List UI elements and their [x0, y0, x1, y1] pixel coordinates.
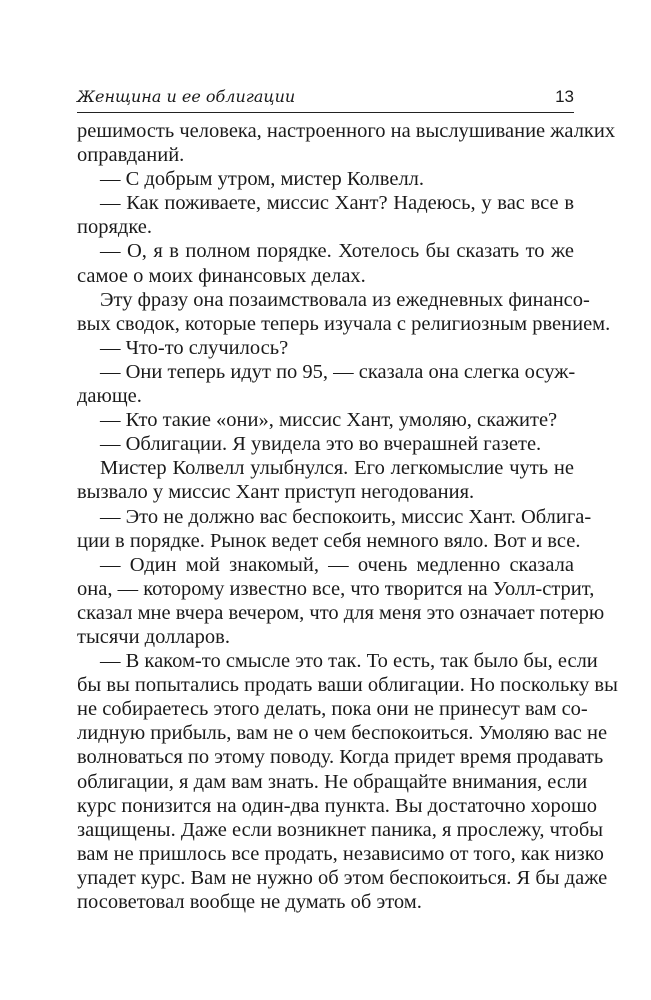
paragraph — [77, 456, 574, 504]
text-line: — Что-то случилось? — [100, 336, 289, 359]
text-line: сказал мне вчера вечером, что для меня это означает потерю — [77, 601, 605, 624]
text-line: она, — которому известно все, что творится на Уолл-стрит, — [77, 577, 595, 600]
body-text — [77, 119, 618, 914]
running-head — [77, 86, 574, 108]
text-line: Мистер Колвелл улыбнулся. Его легкомыслие чуть не — [100, 457, 574, 480]
text-line: курс понизится на один-два пункта. Вы достаточно хорошо — [77, 794, 597, 817]
text-line: — Кто такие «они», миссис Хант, умоляю, скажите? — [100, 409, 558, 432]
paragraph — [77, 360, 574, 408]
paragraph — [77, 239, 574, 287]
text-line: тысячи долларов. — [77, 625, 230, 648]
text-line: — Они теперь идут по 95, — сказала она слегка осуж- — [100, 360, 576, 383]
paragraph — [77, 408, 574, 432]
text-line: бы вы попытались продать ваши облигации. Но поскольку вы — [77, 674, 618, 697]
text-line: вых сводок, которые теперь изучала с религиозным рвением. — [77, 312, 611, 335]
text-line: ции в порядке. Рынок ведет себя немного вяло. Вот и все. — [77, 529, 581, 552]
running-title: Женщина и ее облигации — [77, 87, 296, 106]
text-line: защищены. Даже если возникнет паника, я прослежу, чтобы — [77, 818, 604, 841]
paragraph — [77, 288, 611, 336]
text-line: облигации, я дам вам знать. Не обращайте внимания, если — [77, 770, 588, 793]
paragraph — [77, 649, 618, 914]
text-line: упадет курс. Вам не нужно об этом беспокоиться. Я бы даже — [77, 866, 608, 889]
text-line: вам не пришлось все продать, независимо от того, как низко — [77, 842, 604, 865]
text-line: порядке. — [77, 216, 153, 239]
paragraph — [77, 191, 574, 239]
text-line: — Как поживаете, миссис Хант? Надеюсь, у вас все в — [100, 192, 574, 215]
text-line: — С добрым утром, мистер Колвелл. — [100, 168, 425, 191]
text-line: решимость человека, настроенного на выслушивание жалких — [77, 120, 616, 142]
paragraph — [77, 119, 616, 167]
text-line: лидную прибыль, вам не о чем беспокоиться. Умоляю вас не — [77, 722, 608, 745]
text-line: дающе. — [77, 385, 142, 408]
text-line: — В каком-то смысле это так. То есть, так было бы, если — [100, 650, 598, 673]
text-line: — Облигации. Я увидела это во вчерашней газете. — [100, 433, 542, 456]
text-line: Эту фразу она позаимствовала из ежедневных финансо- — [100, 288, 590, 311]
page-number: 13 — [555, 87, 574, 106]
text-line: волноваться по этому поводу. Когда придет время продавать — [77, 746, 604, 769]
text-line: — Это не должно вас беспокоить, миссис Хант. Облига- — [100, 505, 592, 528]
text-line: оправданий. — [77, 144, 185, 167]
paragraph — [77, 553, 605, 649]
text-line: самое о моих финансовых делах. — [77, 264, 366, 287]
paragraph — [77, 336, 574, 360]
text-line: посоветовал вообще не думать об этом. — [77, 891, 422, 913]
text-line: вызвало у миссис Хант приступ негодования. — [77, 481, 475, 504]
text-line: не собираетесь этого делать, пока они не принесут вам со- — [77, 698, 588, 721]
header-rule — [77, 112, 574, 113]
paragraph — [77, 432, 574, 456]
text-line: — Один мой знакомый, — очень медленно сказала — [100, 553, 574, 576]
paragraph — [77, 167, 574, 191]
text-line: — О, я в полном порядке. Хотелось бы сказать то же — [100, 240, 574, 263]
paragraph — [77, 505, 592, 553]
